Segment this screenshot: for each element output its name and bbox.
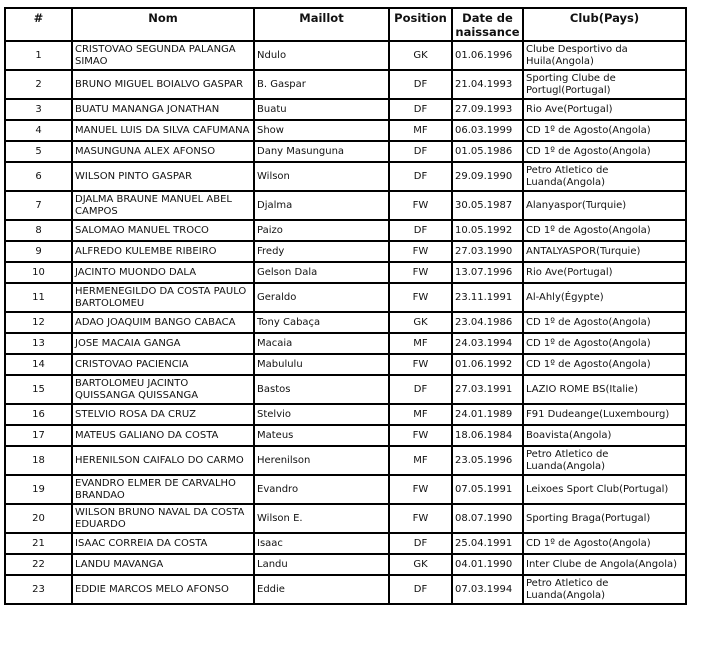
table-row bbox=[5, 141, 686, 162]
player-birthdate: 01.05.1986 bbox=[452, 141, 523, 162]
player-position: MF bbox=[389, 404, 452, 425]
player-shirt-name: Wilson bbox=[254, 162, 389, 191]
table-row bbox=[5, 220, 686, 241]
player-number: 18 bbox=[5, 446, 72, 475]
player-name: CRISTOVAO SEGUNDA PALANGA SIMAO bbox=[72, 41, 254, 70]
table-row bbox=[5, 425, 686, 446]
table-row bbox=[5, 241, 686, 262]
player-shirt-name: Show bbox=[254, 120, 389, 141]
table-row bbox=[5, 504, 686, 533]
player-number: 14 bbox=[5, 354, 72, 375]
player-birthdate: 27.03.1991 bbox=[452, 375, 523, 404]
player-position: MF bbox=[389, 120, 452, 141]
player-position: DF bbox=[389, 375, 452, 404]
player-club: CD 1º de Agosto(Angola) bbox=[523, 533, 686, 554]
player-number: 21 bbox=[5, 533, 72, 554]
player-position: FW bbox=[389, 354, 452, 375]
player-position: FW bbox=[389, 425, 452, 446]
player-number: 19 bbox=[5, 475, 72, 504]
player-birthdate: 06.03.1999 bbox=[452, 120, 523, 141]
header-birthdate: Date de naissance bbox=[452, 8, 523, 41]
squad-table bbox=[4, 7, 687, 605]
player-number: 5 bbox=[5, 141, 72, 162]
player-name: WILSON PINTO GASPAR bbox=[72, 162, 254, 191]
table-row bbox=[5, 262, 686, 283]
player-number: 11 bbox=[5, 283, 72, 312]
player-name: LANDU MAVANGA bbox=[72, 554, 254, 575]
table-row bbox=[5, 312, 686, 333]
player-birthdate: 07.03.1994 bbox=[452, 575, 523, 604]
player-birthdate: 27.09.1993 bbox=[452, 99, 523, 120]
player-position: FW bbox=[389, 283, 452, 312]
player-name: HERMENEGILDO DA COSTA PAULO BARTOLOMEU bbox=[72, 283, 254, 312]
table-body bbox=[5, 41, 686, 604]
header-num: # bbox=[5, 8, 72, 41]
player-number: 12 bbox=[5, 312, 72, 333]
player-name: EVANDRO ELMER DE CARVALHO BRANDAO bbox=[72, 475, 254, 504]
player-number: 17 bbox=[5, 425, 72, 446]
player-number: 23 bbox=[5, 575, 72, 604]
player-shirt-name: Geraldo bbox=[254, 283, 389, 312]
player-name: EDDIE MARCOS MELO AFONSO bbox=[72, 575, 254, 604]
player-birthdate: 04.01.1990 bbox=[452, 554, 523, 575]
header-row bbox=[5, 8, 686, 41]
player-club: CD 1º de Agosto(Angola) bbox=[523, 120, 686, 141]
player-number: 8 bbox=[5, 220, 72, 241]
player-shirt-name: Dany Masunguna bbox=[254, 141, 389, 162]
player-shirt-name: Isaac bbox=[254, 533, 389, 554]
player-birthdate: 27.03.1990 bbox=[452, 241, 523, 262]
player-name: ALFREDO KULEMBE RIBEIRO bbox=[72, 241, 254, 262]
player-birthdate: 13.07.1996 bbox=[452, 262, 523, 283]
player-number: 6 bbox=[5, 162, 72, 191]
player-position: GK bbox=[389, 312, 452, 333]
player-number: 10 bbox=[5, 262, 72, 283]
table-row bbox=[5, 191, 686, 220]
table-row bbox=[5, 70, 686, 99]
player-birthdate: 07.05.1991 bbox=[452, 475, 523, 504]
player-club: Petro Atletico de Luanda(Angola) bbox=[523, 446, 686, 475]
player-shirt-name: Mabululu bbox=[254, 354, 389, 375]
player-shirt-name: Wilson E. bbox=[254, 504, 389, 533]
player-number: 4 bbox=[5, 120, 72, 141]
player-shirt-name: Herenilson bbox=[254, 446, 389, 475]
table-row bbox=[5, 375, 686, 404]
player-name: DJALMA BRAUNE MANUEL ABEL CAMPOS bbox=[72, 191, 254, 220]
player-birthdate: 25.04.1991 bbox=[452, 533, 523, 554]
player-position: DF bbox=[389, 533, 452, 554]
player-number: 15 bbox=[5, 375, 72, 404]
player-name: HERENILSON CAIFALO DO CARMO bbox=[72, 446, 254, 475]
player-position: FW bbox=[389, 191, 452, 220]
player-position: DF bbox=[389, 141, 452, 162]
player-club: Petro Atletico de Luanda(Angola) bbox=[523, 162, 686, 191]
player-club: Sporting Clube de Portugl(Portugal) bbox=[523, 70, 686, 99]
player-name: CRISTOVAO PACIENCIA bbox=[72, 354, 254, 375]
player-name: MATEUS GALIANO DA COSTA bbox=[72, 425, 254, 446]
player-name: MANUEL LUIS DA SILVA CAFUMANA bbox=[72, 120, 254, 141]
player-birthdate: 10.05.1992 bbox=[452, 220, 523, 241]
player-name: JACINTO MUONDO DALA bbox=[72, 262, 254, 283]
player-shirt-name: Landu bbox=[254, 554, 389, 575]
player-club: Al-Ahly(Égypte) bbox=[523, 283, 686, 312]
player-club: Petro Atletico de Luanda(Angola) bbox=[523, 575, 686, 604]
player-club: CD 1º de Agosto(Angola) bbox=[523, 220, 686, 241]
player-shirt-name: Evandro bbox=[254, 475, 389, 504]
player-number: 1 bbox=[5, 41, 72, 70]
player-birthdate: 30.05.1987 bbox=[452, 191, 523, 220]
player-name: WILSON BRUNO NAVAL DA COSTA EDUARDO bbox=[72, 504, 254, 533]
player-position: DF bbox=[389, 70, 452, 99]
player-shirt-name: Eddie bbox=[254, 575, 389, 604]
table-row bbox=[5, 575, 686, 604]
player-club: CD 1º de Agosto(Angola) bbox=[523, 312, 686, 333]
player-club: LAZIO ROME BS(Italie) bbox=[523, 375, 686, 404]
player-position: DF bbox=[389, 575, 452, 604]
table-row bbox=[5, 41, 686, 70]
player-club: Clube Desportivo da Huila(Angola) bbox=[523, 41, 686, 70]
player-shirt-name: Djalma bbox=[254, 191, 389, 220]
player-club: CD 1º de Agosto(Angola) bbox=[523, 333, 686, 354]
player-club: F91 Dudeange(Luxembourg) bbox=[523, 404, 686, 425]
table-row bbox=[5, 446, 686, 475]
player-number: 3 bbox=[5, 99, 72, 120]
player-shirt-name: Paizo bbox=[254, 220, 389, 241]
player-birthdate: 21.04.1993 bbox=[452, 70, 523, 99]
player-birthdate: 01.06.1992 bbox=[452, 354, 523, 375]
player-birthdate: 18.06.1984 bbox=[452, 425, 523, 446]
player-birthdate: 23.05.1996 bbox=[452, 446, 523, 475]
player-shirt-name: Buatu bbox=[254, 99, 389, 120]
player-position: DF bbox=[389, 162, 452, 191]
player-club: Rio Ave(Portugal) bbox=[523, 99, 686, 120]
player-number: 7 bbox=[5, 191, 72, 220]
player-birthdate: 29.09.1990 bbox=[452, 162, 523, 191]
player-birthdate: 01.06.1996 bbox=[452, 41, 523, 70]
player-club: CD 1º de Agosto(Angola) bbox=[523, 141, 686, 162]
player-number: 9 bbox=[5, 241, 72, 262]
player-club: CD 1º de Agosto(Angola) bbox=[523, 354, 686, 375]
player-position: MF bbox=[389, 333, 452, 354]
table-row bbox=[5, 354, 686, 375]
player-position: FW bbox=[389, 241, 452, 262]
table-row bbox=[5, 283, 686, 312]
player-club: ANTALYASPOR(Turquie) bbox=[523, 241, 686, 262]
player-name: SALOMAO MANUEL TROCO bbox=[72, 220, 254, 241]
player-birthdate: 24.03.1994 bbox=[452, 333, 523, 354]
table-row bbox=[5, 333, 686, 354]
player-name: ISAAC CORREIA DA COSTA bbox=[72, 533, 254, 554]
player-number: 13 bbox=[5, 333, 72, 354]
player-position: FW bbox=[389, 504, 452, 533]
player-shirt-name: Mateus bbox=[254, 425, 389, 446]
player-position: MF bbox=[389, 446, 452, 475]
player-number: 22 bbox=[5, 554, 72, 575]
player-club: Rio Ave(Portugal) bbox=[523, 262, 686, 283]
player-name: MASUNGUNA ALEX AFONSO bbox=[72, 141, 254, 162]
table-row bbox=[5, 162, 686, 191]
player-position: DF bbox=[389, 99, 452, 120]
player-shirt-name: B. Gaspar bbox=[254, 70, 389, 99]
player-number: 20 bbox=[5, 504, 72, 533]
player-shirt-name: Tony Cabaça bbox=[254, 312, 389, 333]
player-name: BRUNO MIGUEL BOIALVO GASPAR bbox=[72, 70, 254, 99]
player-club: Inter Clube de Angola(Angola) bbox=[523, 554, 686, 575]
player-position: FW bbox=[389, 262, 452, 283]
player-position: GK bbox=[389, 41, 452, 70]
header-name: Nom bbox=[72, 8, 254, 41]
player-shirt-name: Ndulo bbox=[254, 41, 389, 70]
player-birthdate: 23.11.1991 bbox=[452, 283, 523, 312]
player-shirt-name: Macaia bbox=[254, 333, 389, 354]
player-name: BARTOLOMEU JACINTO QUISSANGA QUISSANGA bbox=[72, 375, 254, 404]
player-name: STELVIO ROSA DA CRUZ bbox=[72, 404, 254, 425]
player-club: Boavista(Angola) bbox=[523, 425, 686, 446]
table-row bbox=[5, 404, 686, 425]
player-name: JOSE MACAIA GANGA bbox=[72, 333, 254, 354]
header-club: Club(Pays) bbox=[523, 8, 686, 41]
player-number: 16 bbox=[5, 404, 72, 425]
table-row bbox=[5, 554, 686, 575]
player-number: 2 bbox=[5, 70, 72, 99]
player-club: Leixoes Sport Club(Portugal) bbox=[523, 475, 686, 504]
player-club: Alanyaspor(Turquie) bbox=[523, 191, 686, 220]
player-position: FW bbox=[389, 475, 452, 504]
table-row bbox=[5, 99, 686, 120]
player-birthdate: 08.07.1990 bbox=[452, 504, 523, 533]
player-club: Sporting Braga(Portugal) bbox=[523, 504, 686, 533]
player-birthdate: 24.01.1989 bbox=[452, 404, 523, 425]
player-shirt-name: Bastos bbox=[254, 375, 389, 404]
player-birthdate: 23.04.1986 bbox=[452, 312, 523, 333]
player-shirt-name: Stelvio bbox=[254, 404, 389, 425]
header-position: Position bbox=[389, 8, 452, 41]
table-row bbox=[5, 533, 686, 554]
table-row bbox=[5, 475, 686, 504]
player-position: GK bbox=[389, 554, 452, 575]
table-header bbox=[5, 8, 686, 41]
player-position: DF bbox=[389, 220, 452, 241]
player-name: BUATU MANANGA JONATHAN bbox=[72, 99, 254, 120]
table-row bbox=[5, 120, 686, 141]
player-name: ADAO JOAQUIM BANGO CABACA bbox=[72, 312, 254, 333]
header-shirt: Maillot bbox=[254, 8, 389, 41]
player-shirt-name: Gelson Dala bbox=[254, 262, 389, 283]
player-shirt-name: Fredy bbox=[254, 241, 389, 262]
